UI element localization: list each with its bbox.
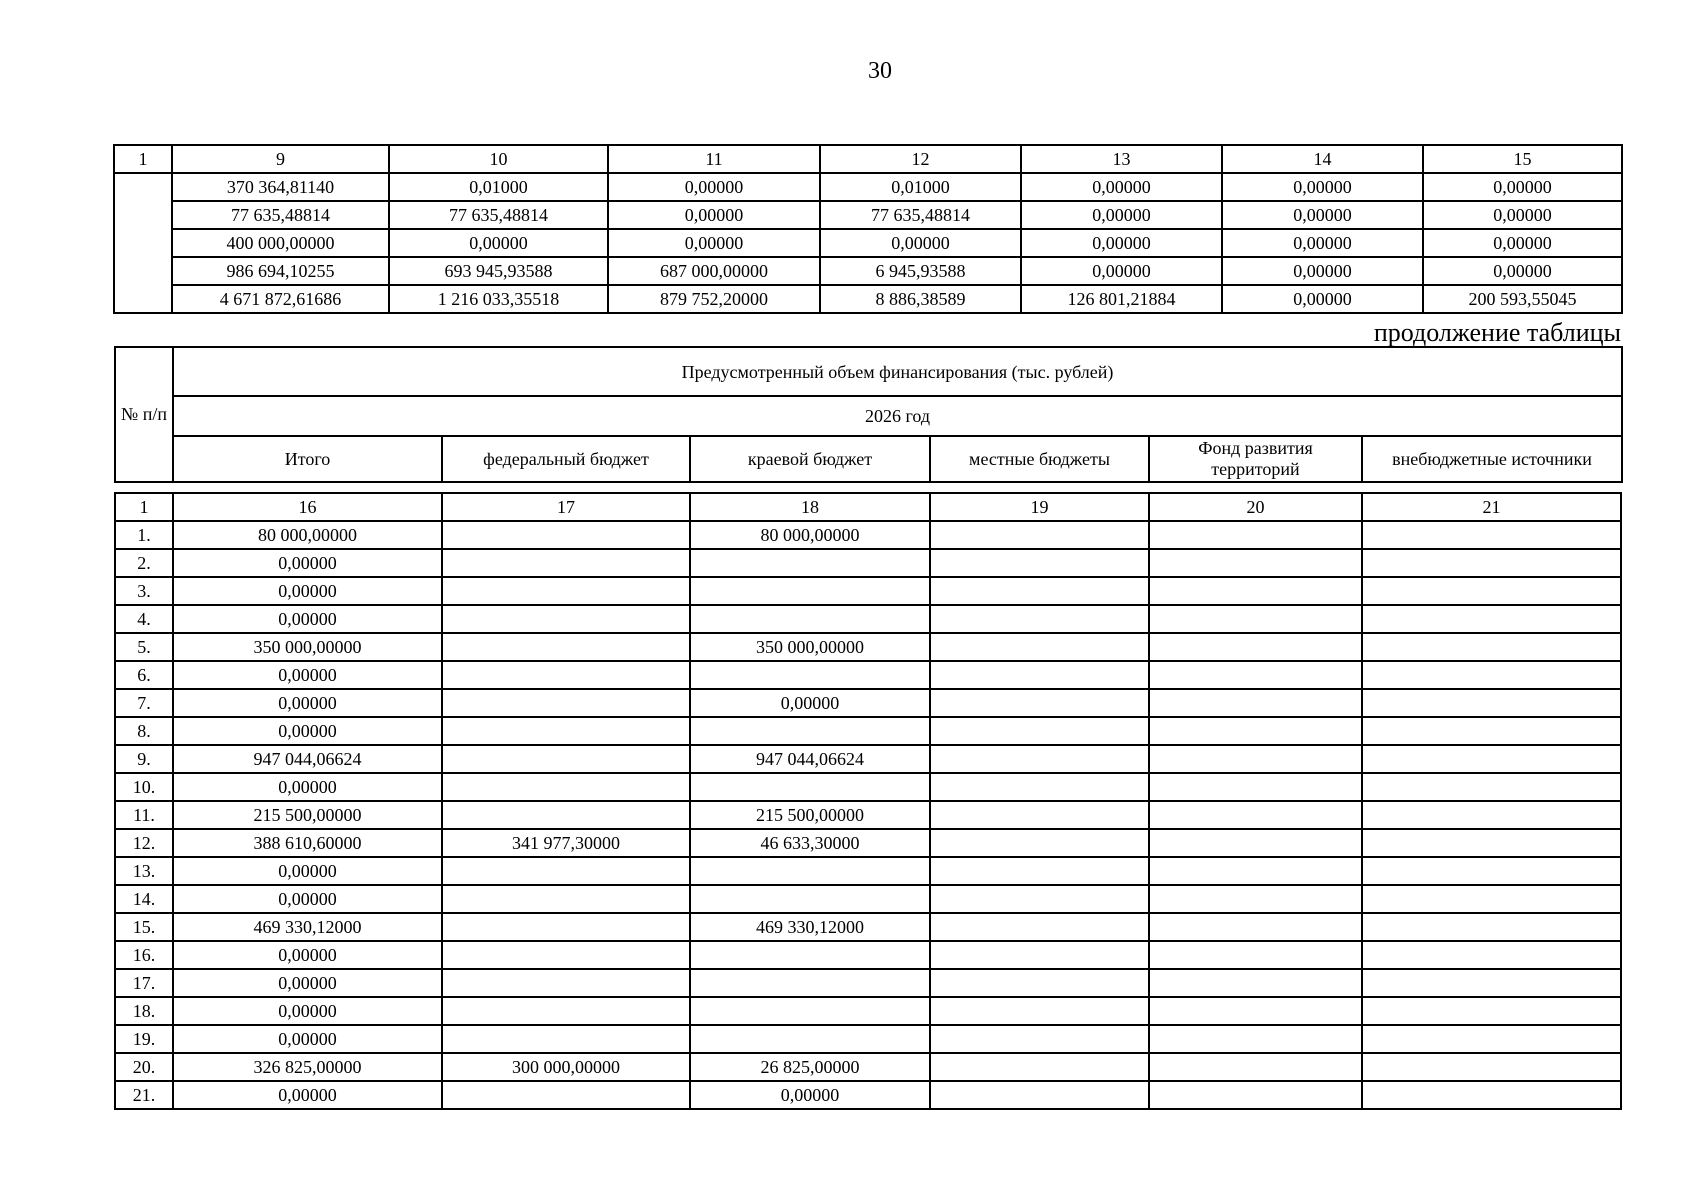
table-cell [690,661,930,689]
table-cell: 947 044,06624 [690,745,930,773]
table-cell: 0,00000 [608,201,820,229]
row-number-cell: 11. [115,801,173,829]
data-table-body [115,521,1621,1109]
table-cell: 26 825,00000 [690,1053,930,1081]
table-cell [690,1025,930,1053]
row-number-cell: 5. [115,633,173,661]
table-cell: 469 330,12000 [173,913,442,941]
table-cell: 326 825,00000 [173,1053,442,1081]
table-cell [930,1053,1149,1081]
table-cell [930,913,1149,941]
table-cell: 4 671 872,61686 [172,285,389,313]
table-row [115,969,1621,997]
row-number-cell: 6. [115,661,173,689]
top-table-column-number: 9 [172,145,389,173]
table-cell: 0,00000 [1222,229,1423,257]
top-table-column-number: 10 [389,145,608,173]
table-cell: 0,00000 [173,1081,442,1109]
financing-title: Предусмотренный объем финансирования (тыс. рублей) [173,347,1622,396]
table-cell: 300 000,00000 [442,1053,690,1081]
row-number-cell: 16. [115,941,173,969]
table-cell: 0,00000 [1423,173,1622,201]
data-table-column-number: 17 [442,493,690,521]
table-row [115,521,1621,549]
row-number-cell: 14. [115,885,173,913]
table-row [115,885,1621,913]
table-cell: 0,00000 [173,661,442,689]
table-cell [930,717,1149,745]
table-cell [1362,1025,1621,1053]
table-cell [1362,577,1621,605]
table-row [115,577,1621,605]
table-row [115,941,1621,969]
table-cell: 469 330,12000 [690,913,930,941]
table-cell: 986 694,10255 [172,257,389,285]
table-cell [930,885,1149,913]
table-cell [1362,857,1621,885]
table-cell [1149,1025,1362,1053]
table-cell [1362,605,1621,633]
table-cell: 0,00000 [1222,173,1423,201]
table-cell: 77 635,48814 [820,201,1021,229]
table-cell: 77 635,48814 [389,201,608,229]
table-row [115,1053,1621,1081]
year-header: 2026 год [173,396,1622,436]
row-number-cell: 2. [115,549,173,577]
top-table-merged-number-cell [114,173,172,313]
table-row [115,1081,1621,1109]
table-cell [1362,969,1621,997]
table-cell [690,773,930,801]
table-cell: 0,00000 [608,229,820,257]
table-cell: 879 752,20000 [608,285,820,313]
row-number-cell: 17. [115,969,173,997]
row-number-header: № п/п [115,347,173,482]
table-cell: 0,00000 [1222,285,1423,313]
table-cell: 388 610,60000 [173,829,442,857]
table-cell [930,605,1149,633]
table-cell [1362,773,1621,801]
data-table-column-number: 1 [115,493,173,521]
table-cell [1149,745,1362,773]
column-header-territory-fund: Фонд развития территорий [1149,436,1362,482]
table-cell: 0,00000 [173,689,442,717]
data-table-column-number: 16 [173,493,442,521]
top-table-column-number: 15 [1423,145,1622,173]
table-cell [1362,829,1621,857]
table-row [114,285,1622,313]
table-cell: 0,00000 [1222,201,1423,229]
data-table-column-number: 20 [1149,493,1362,521]
table-cell [442,661,690,689]
table-cell: 341 977,30000 [442,829,690,857]
table-cell [930,997,1149,1025]
table-row [115,633,1621,661]
table-row [114,173,1622,201]
page-number: 30 [868,58,892,84]
row-number-cell: 21. [115,1081,173,1109]
table-cell: 0,00000 [690,1081,930,1109]
table-cell [1362,913,1621,941]
table-cell: 0,00000 [1222,257,1423,285]
table-cell [1149,997,1362,1025]
row-number-cell: 12. [115,829,173,857]
table-cell [1362,549,1621,577]
table-cell: 0,00000 [173,577,442,605]
table-cell: 693 945,93588 [389,257,608,285]
table-cell: 0,00000 [1423,257,1622,285]
column-header-extrabudgetary: внебюджетные источники [1362,436,1622,482]
row-number-cell: 18. [115,997,173,1025]
top-table-header-row [114,145,1622,173]
table-cell [690,885,930,913]
table-cell: 1 216 033,35518 [389,285,608,313]
table-cell [442,885,690,913]
data-table-column-number: 19 [930,493,1149,521]
table-cell [442,1081,690,1109]
row-number-cell: 9. [115,745,173,773]
table-cell [1149,717,1362,745]
table-cell: 0,01000 [820,173,1021,201]
table-row [114,201,1622,229]
table-cell [1362,689,1621,717]
table-cell: 0,00000 [173,773,442,801]
table-cell [442,745,690,773]
table-cell [1149,549,1362,577]
table-row [115,605,1621,633]
column-header-local: местные бюджеты [930,436,1149,482]
table-row [115,689,1621,717]
table-cell [1149,885,1362,913]
table-cell [930,521,1149,549]
table-cell: 350 000,00000 [173,633,442,661]
table-cell [1149,773,1362,801]
data-table-column-number: 18 [690,493,930,521]
table-cell: 0,00000 [173,885,442,913]
table-cell [1362,885,1621,913]
table-cell: 0,00000 [173,941,442,969]
table-cell [1149,577,1362,605]
table-cell [1362,801,1621,829]
table-row [115,997,1621,1025]
table-cell [690,857,930,885]
table-row [115,773,1621,801]
table-cell: 0,00000 [173,857,442,885]
table-row [115,801,1621,829]
table-cell: 6 945,93588 [820,257,1021,285]
table-cell [930,633,1149,661]
table-cell: 8 886,38589 [820,285,1021,313]
table-cell [442,633,690,661]
table-cell: 350 000,00000 [690,633,930,661]
column-header-total: Итого [173,436,442,482]
table-cell [930,969,1149,997]
table-cell [442,717,690,745]
table-cell [1149,661,1362,689]
column-header-federal: федеральный бюджет [442,436,690,482]
table-cell [690,605,930,633]
data-table-column-number: 21 [1362,493,1621,521]
table-cell [690,997,930,1025]
table-cell: 0,00000 [1021,173,1222,201]
table-cell [930,941,1149,969]
table-cell [930,549,1149,577]
table-cell [1362,997,1621,1025]
table-cell [930,661,1149,689]
table-cell [690,969,930,997]
column-header-regional: краевой бюджет [690,436,930,482]
table-cell: 400 000,00000 [172,229,389,257]
table-cell: 0,00000 [608,173,820,201]
table-cell [930,773,1149,801]
table-cell: 46 633,30000 [690,829,930,857]
table-cell: 0,00000 [1423,229,1622,257]
table-cell [442,1025,690,1053]
table-cell [442,773,690,801]
table-cell [1149,1081,1362,1109]
table-cell [442,549,690,577]
row-number-cell: 8. [115,717,173,745]
table-cell [1149,605,1362,633]
table-cell: 687 000,00000 [608,257,820,285]
table-cell: 0,00000 [173,717,442,745]
table-cell [930,1081,1149,1109]
row-number-cell: 15. [115,913,173,941]
table-cell [1149,857,1362,885]
table-cell [1149,941,1362,969]
table-cell: 0,01000 [389,173,608,201]
table-cell [1149,913,1362,941]
top-table-column-number: 14 [1222,145,1423,173]
table-row [114,229,1622,257]
table-cell: 80 000,00000 [690,521,930,549]
top-table-column-number: 11 [608,145,820,173]
table-cell: 215 500,00000 [173,801,442,829]
table-cell [930,1025,1149,1053]
table-cell [1362,745,1621,773]
table-cell [690,549,930,577]
row-number-cell: 19. [115,1025,173,1053]
table-cell [442,997,690,1025]
table-cell: 0,00000 [173,549,442,577]
table-row [115,829,1621,857]
table-cell [1149,689,1362,717]
table-row [115,857,1621,885]
table-cell [930,829,1149,857]
table-cell [442,521,690,549]
continuation-label: продолжение таблицы [1373,318,1621,347]
table-cell: 370 364,81140 [172,173,389,201]
table-cell: 126 801,21884 [1021,285,1222,313]
table-cell [1362,941,1621,969]
table-cell [442,577,690,605]
table-cell: 0,00000 [173,997,442,1025]
table-row [115,913,1621,941]
row-number-cell: 4. [115,605,173,633]
table-cell: 0,00000 [1021,201,1222,229]
table-cell [930,745,1149,773]
table-row [114,257,1622,285]
table-row [115,745,1621,773]
row-number-cell: 7. [115,689,173,717]
table-cell [1362,1081,1621,1109]
table-cell: 0,00000 [1021,229,1222,257]
table-cell [442,857,690,885]
table-cell [1362,633,1621,661]
table-cell [930,857,1149,885]
table-cell: 947 044,06624 [173,745,442,773]
table-cell [1362,1053,1621,1081]
table-cell: 80 000,00000 [173,521,442,549]
financing-data-table [114,492,1622,1110]
table-cell [930,801,1149,829]
top-table-body [114,173,1622,313]
table-cell [1149,829,1362,857]
table-cell: 0,00000 [820,229,1021,257]
table-cell: 0,00000 [1423,201,1622,229]
financing-header-table [114,346,1623,483]
table-cell [1149,633,1362,661]
table-row [115,1025,1621,1053]
table-cell: 0,00000 [173,1025,442,1053]
table-cell [690,577,930,605]
table-cell: 0,00000 [690,689,930,717]
row-number-cell: 3. [115,577,173,605]
table-cell: 215 500,00000 [690,801,930,829]
table-cell: 77 635,48814 [172,201,389,229]
data-table-header-row [115,493,1621,521]
table-cell [1149,969,1362,997]
table-cell [930,689,1149,717]
table-cell [1149,521,1362,549]
top-table [113,144,1623,314]
top-table-column-number: 12 [820,145,1021,173]
table-cell [690,941,930,969]
table-cell [1149,801,1362,829]
row-number-cell: 20. [115,1053,173,1081]
top-table-column-number: 13 [1021,145,1222,173]
top-table-column-number: 1 [114,145,172,173]
table-cell [442,689,690,717]
table-row [115,661,1621,689]
table-cell [930,577,1149,605]
table-cell [442,913,690,941]
row-number-cell: 13. [115,857,173,885]
table-row [115,549,1621,577]
table-row [115,717,1621,745]
table-cell [442,969,690,997]
table-cell [1362,661,1621,689]
table-cell: 0,00000 [389,229,608,257]
table-cell: 0,00000 [1021,257,1222,285]
table-cell [442,801,690,829]
table-cell: 0,00000 [173,969,442,997]
table-cell: 0,00000 [173,605,442,633]
table-cell [1362,521,1621,549]
table-cell [442,605,690,633]
table-cell [1149,1053,1362,1081]
table-cell [442,941,690,969]
table-cell: 200 593,55045 [1423,285,1622,313]
table-cell [690,717,930,745]
row-number-cell: 1. [115,521,173,549]
row-number-cell: 10. [115,773,173,801]
table-cell [1362,717,1621,745]
